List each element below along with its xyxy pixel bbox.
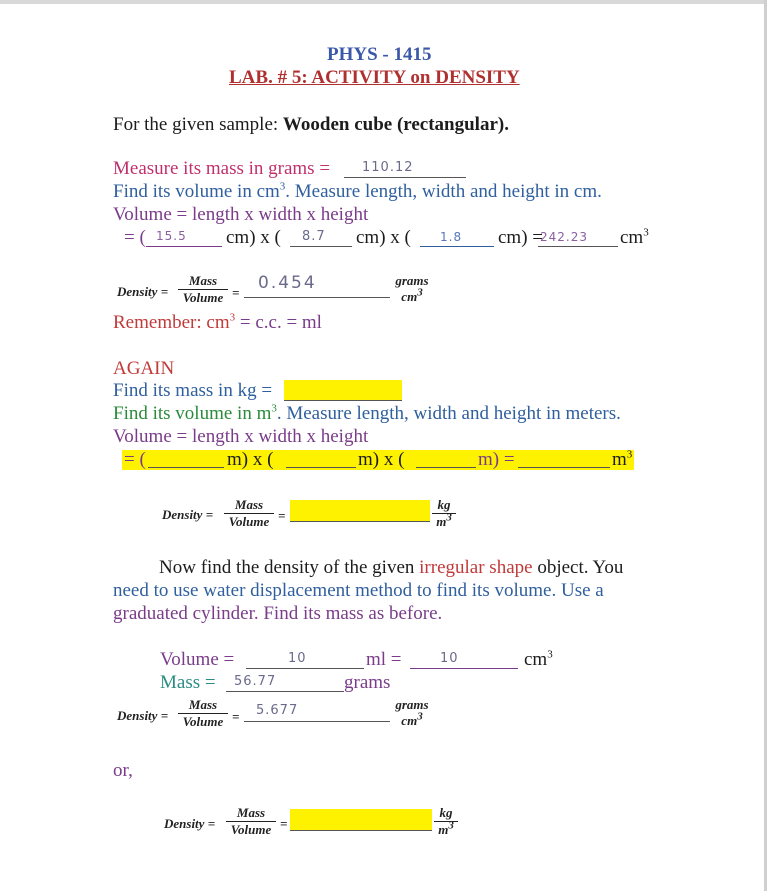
mass-kg-label: Find its mass in kg = <box>113 380 273 401</box>
irregular-line-2: need to use water displacement method to find its volume. Use a <box>113 580 604 601</box>
mass-grams-value: 110.12 <box>362 160 414 175</box>
superscript-3: 3 <box>448 819 454 832</box>
mass-grams-blank-3 <box>226 691 344 692</box>
length-value: 15.5 <box>156 229 187 243</box>
unit-numerator: grams <box>395 697 429 712</box>
unit-den-text: cm <box>401 289 418 304</box>
mass-volume-fraction-2 <box>224 497 274 530</box>
page-top-edge <box>0 0 767 4</box>
frac-numerator: Mass <box>178 697 228 714</box>
density-blank-3 <box>244 721 390 722</box>
frac-denominator: Volume <box>182 714 224 729</box>
width-m-blank <box>286 467 356 468</box>
volume-cm-instruction-pre: Find its volume in cm <box>113 181 280 202</box>
mass-grams-label: Measure its mass in grams = <box>113 158 331 179</box>
again-heading: AGAIN <box>113 358 175 379</box>
volume-cm-blank <box>410 668 518 669</box>
density-kg-blank-2 <box>290 830 432 831</box>
cm-x-1: cm) x ( <box>226 227 281 248</box>
cm-x-2: cm) x ( <box>356 227 411 248</box>
eq-open-2: = ( <box>124 449 146 470</box>
m-eq: m) = <box>478 449 515 470</box>
unit-den-text: m <box>438 822 449 837</box>
mass-kg-highlight <box>284 380 402 401</box>
cm3-unit-3 <box>524 649 553 671</box>
unit-denominator <box>434 819 458 838</box>
mass-volume-fraction-3 <box>178 697 228 730</box>
volume-ml-value: 10 <box>288 651 307 666</box>
density-label-2: Density = <box>162 507 214 522</box>
volume-unit-1 <box>620 227 649 249</box>
frac-numerator: Mass <box>178 273 228 290</box>
unit-den-text: m <box>436 514 447 529</box>
remember-text: Remember: cm <box>113 312 230 333</box>
frac-denominator: Volume <box>228 514 270 529</box>
density-label-3: Density = <box>117 708 169 723</box>
eq-open-1: = ( <box>124 227 146 248</box>
unit-den-text: cm <box>401 713 418 728</box>
volume-formula-2: Volume = length x width x height <box>113 426 369 447</box>
superscript-3: 3 <box>229 311 236 324</box>
volume-cm-value: 10 <box>440 651 459 666</box>
density-kg-blank <box>290 521 430 522</box>
width-value: 8.7 <box>302 229 326 244</box>
eq-sign-3: = <box>232 709 240 724</box>
unit-fraction-3 <box>390 697 434 729</box>
frac-denominator: Volume <box>182 290 224 305</box>
irregular-line-1-post: object. You <box>532 557 624 578</box>
frac-numerator: Mass <box>226 805 276 822</box>
eq-sign-1: = <box>232 285 240 300</box>
irregular-shape-text: irregular shape <box>419 557 533 578</box>
volume-unit-text: cm <box>620 227 644 248</box>
cm-unit-text: cm <box>524 649 548 670</box>
volume-m-blank <box>518 467 610 468</box>
mass-label-3: Mass = <box>160 672 216 693</box>
mass-volume-fraction-1 <box>178 273 228 306</box>
length-blank <box>146 246 222 247</box>
frac-denominator: Volume <box>230 822 272 837</box>
superscript-3: 3 <box>446 511 452 524</box>
mass-grams-blank <box>344 177 466 178</box>
volume-m-instruction <box>113 403 621 425</box>
unit-m-text: m <box>612 449 627 470</box>
volume-m-instruction-pre: Find its volume in m <box>113 403 272 424</box>
height-value: 1.8 <box>440 230 463 244</box>
m-x-2: m) x ( <box>358 449 405 470</box>
remember-post: = c.c. = ml <box>235 312 322 333</box>
ml-eq: ml = <box>366 649 402 670</box>
irregular-line-1 <box>159 557 623 579</box>
eq-sign-4: = <box>280 816 288 831</box>
unit-m3 <box>612 449 632 471</box>
density-value-3: 5.677 <box>256 703 299 718</box>
density-blank-1 <box>244 297 390 298</box>
superscript-3: 3 <box>643 226 649 239</box>
intro-prefix: For the given sample: <box>113 114 283 135</box>
height-m-blank <box>416 467 476 468</box>
grams-unit-3: grams <box>344 672 391 693</box>
unit-numerator: kg <box>432 497 456 514</box>
unit-fraction-1 <box>390 273 434 305</box>
lab-title: LAB. # 5: ACTIVITY on DENSITY <box>229 67 520 88</box>
or-label: or, <box>113 760 133 781</box>
volume-label-3: Volume = <box>160 649 235 670</box>
unit-denominator <box>432 511 456 530</box>
unit-denominator <box>390 710 434 729</box>
volume-ml-blank <box>246 668 364 669</box>
height-blank <box>420 246 494 247</box>
mass-kg-blank <box>284 400 402 401</box>
intro-line <box>113 114 509 136</box>
volume-m-instruction-post: . Measure length, width and height in meters. <box>276 403 621 424</box>
density-label-4: Density = <box>164 816 216 831</box>
volume-cm-instruction <box>113 181 602 203</box>
unit-fraction-4 <box>434 805 458 838</box>
volume-cm-instruction-post: . Measure length, width and height in cm. <box>285 181 602 202</box>
superscript-3: 3 <box>271 402 277 415</box>
mass-value-3: 56.77 <box>234 674 277 689</box>
volume-result-blank <box>538 246 618 247</box>
superscript-3: 3 <box>417 286 423 299</box>
density-kg-highlight <box>290 500 430 522</box>
width-blank <box>290 246 352 247</box>
density-label-1: Density = <box>117 284 169 299</box>
unit-numerator: kg <box>434 805 458 822</box>
unit-denominator <box>390 286 434 305</box>
remember-note <box>113 312 322 334</box>
unit-numerator: grams <box>395 273 429 288</box>
irregular-line-1-pre: Now find the density of the given <box>159 557 420 578</box>
unit-fraction-2 <box>432 497 456 530</box>
volume-formula-1: Volume = length x width x height <box>113 204 369 225</box>
superscript-3: 3 <box>547 648 553 661</box>
mass-volume-fraction-4 <box>226 805 276 838</box>
frac-numerator: Mass <box>224 497 274 514</box>
superscript-3: 3 <box>417 710 423 723</box>
superscript-3: 3 <box>279 180 286 193</box>
irregular-line-3: graduated cylinder. Find its mass as before. <box>113 603 443 624</box>
eq-sign-2: = <box>278 508 286 523</box>
cm-eq: cm) = <box>498 227 544 248</box>
m-x-1: m) x ( <box>227 449 274 470</box>
length-m-blank <box>148 467 224 468</box>
superscript-3: 3 <box>626 448 633 461</box>
sample-name: Wooden cube (rectangular). <box>282 114 509 135</box>
course-title: PHYS - 1415 <box>327 44 432 65</box>
density-value-1: 0.454 <box>258 273 317 293</box>
density-kg-highlight-2 <box>290 809 432 831</box>
volume-result-value: 242.23 <box>540 230 588 244</box>
